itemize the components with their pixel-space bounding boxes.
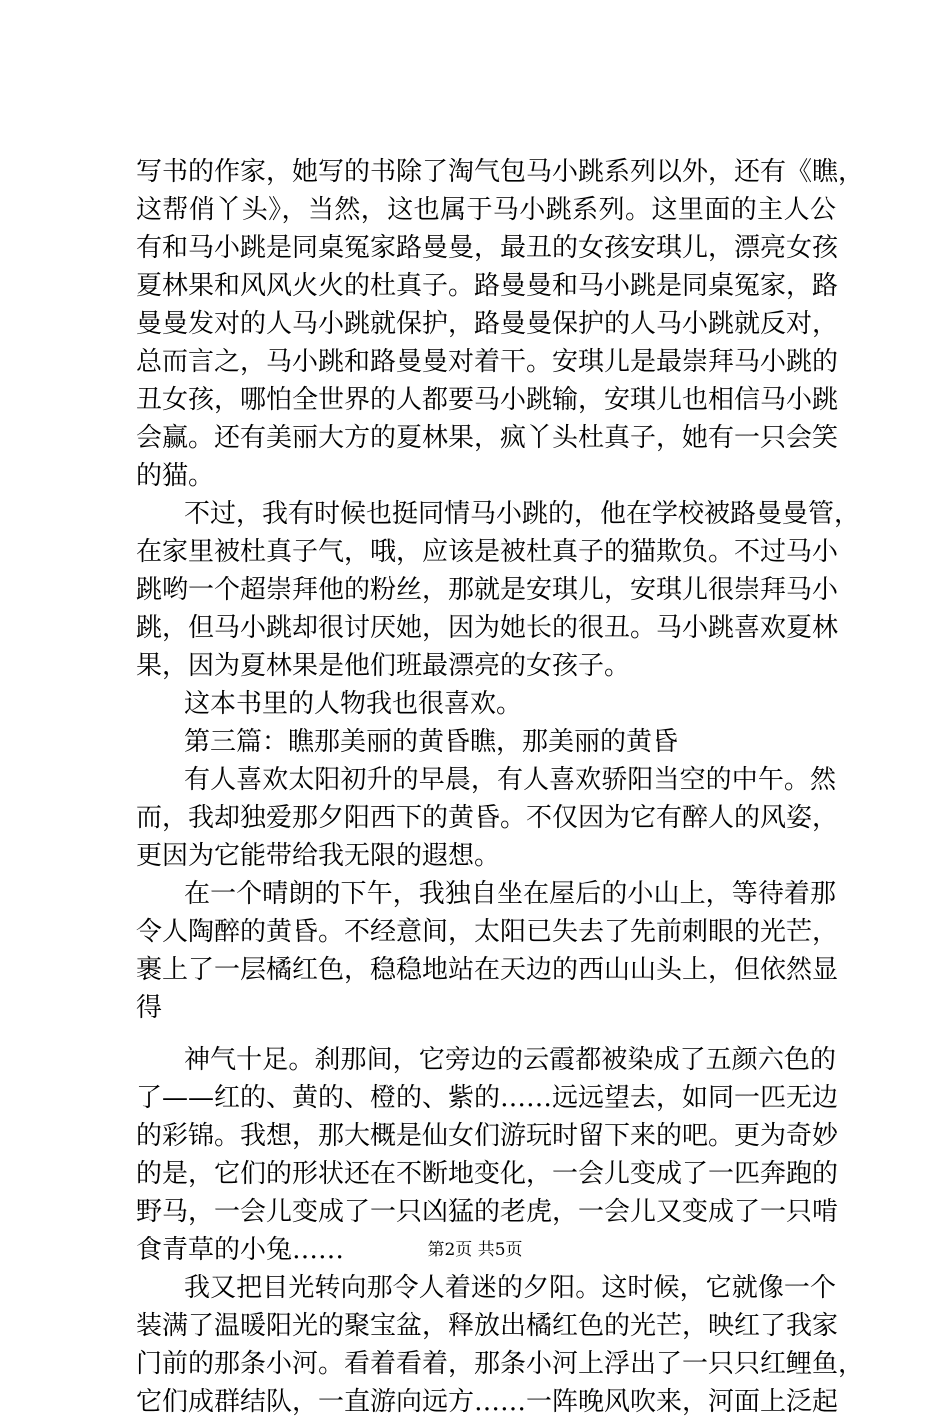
text-line: 在一个晴朗的下午，我独自坐在屋后的小山上，等待着那 [184,879,836,909]
text-line: 在家里被杜真子气，哦，应该是被杜真子的猫欺负。不过马小 [136,537,839,567]
text-line: 丑女孩，哪怕全世界的人都要马小跳输，安琪儿也相信马小跳 [136,385,839,415]
text-line: 这本书里的人物我也很喜欢。 [184,689,523,719]
text-line: 的是，它们的形状还在不断地变化，一会儿变成了一匹奔跑的 [136,1159,839,1189]
text-line: 装满了温暖阳光的聚宝盆，释放出橘红色的光芒，映红了我家 [136,1311,839,1341]
text-line: 而，我却独爱那夕阳西下的黄昏。不仅因为它有醉人的风姿， [136,803,839,833]
text-line: 裹上了一层橘红色，稳稳地站在天边的西山山头上，但依然显 [136,955,839,985]
text-line: 跳哟一个超崇拜他的粉丝，那就是安琪儿，安琪儿很崇拜马小 [136,575,839,605]
text-line: 门前的那条小河。看着看着，那条小河上浮出了一只只红鲤鱼， [136,1349,865,1379]
text-line: 会赢。还有美丽大方的夏林果，疯丫头杜真子，她有一只会笑 [136,423,839,453]
text-line: 得 [136,993,163,1023]
text-line: 神气十足。刹那间，它旁边的云霞都被染成了五颜六色的 [184,1045,836,1075]
text-line: 写书的作家，她写的书除了淘气包马小跳系列以外，还有《瞧， [136,157,865,187]
text-line: 夏林果和风风火火的杜真子。路曼曼和马小跳是同桌冤家，路 [136,271,839,301]
text-line: 曼曼发对的人马小跳就保护，路曼曼保护的人马小跳就反对， [136,309,839,339]
text-line: 有人喜欢太阳初升的早晨，有人喜欢骄阳当空的中午。然 [184,765,836,795]
text-line: 果，因为夏林果是他们班最漂亮的女孩子。 [136,651,631,681]
text-line: 了——红的、黄的、橙的、紫的……远远望去，如同一匹无边 [136,1083,839,1113]
section-heading: 第三篇：瞧那美丽的黄昏瞧，那美丽的黄昏 [184,727,679,757]
text-line: 我又把目光转向那令人着迷的夕阳。这时候，它就像一个 [184,1273,836,1303]
text-line: 令人陶醉的黄昏。不经意间，太阳已失去了先前刺眼的光芒， [136,917,839,947]
text-line: 跳，但马小跳却很讨厌她，因为她长的很丑。马小跳喜欢夏林 [136,613,839,643]
text-line: 不过，我有时候也挺同情马小跳的，他在学校被路曼曼管， [184,499,861,529]
text-line: 的彩锦。我想，那大概是仙女们游玩时留下来的吧。更为奇妙 [136,1121,839,1151]
text-line: 总而言之，马小跳和路曼曼对着干。安琪儿是最崇拜马小跳的 [136,347,839,377]
page-number-footer: 第2页 共5页 [427,1240,523,1260]
text-line: 食青草的小兔…… [136,1235,345,1265]
text-line: 有和马小跳是同桌冤家路曼曼，最丑的女孩安琪儿，漂亮女孩 [136,233,839,263]
text-line: 这帮俏丫头》，当然，这也属于马小跳系列。这里面的主人公 [136,195,836,225]
text-line: 的猫。 [136,461,215,491]
document-body [136,153,865,1421]
text-line: 它们成群结队，一直游向远方……一阵晚风吹来，河面上泛起 [136,1387,839,1417]
text-line: 野马，一会儿变成了一只凶猛的老虎，一会儿又变成了一只啃 [136,1197,839,1227]
text-line: 更因为它能带给我无限的遐想。 [136,841,501,871]
